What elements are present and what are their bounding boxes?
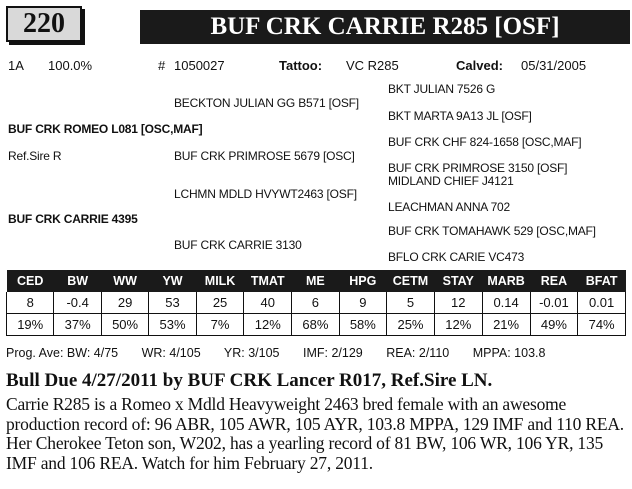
epd-value: 0.01 bbox=[578, 292, 626, 314]
pedigree-ssd: BKT MARTA 9A13 JL [OSF] bbox=[388, 109, 532, 123]
epd-header: STAY bbox=[434, 270, 482, 292]
percent: 100.0% bbox=[48, 58, 93, 73]
registration-number: 1050027 bbox=[174, 58, 225, 73]
epd-header: ME bbox=[292, 270, 339, 292]
epd-percentile: 49% bbox=[530, 314, 578, 336]
epd-table bbox=[6, 270, 626, 336]
pedigree-sds: BUF CRK CHF 824-1658 [OSC,MAF] bbox=[388, 135, 582, 149]
pedigree-ddd: BFLO CRK CARIE VC473 bbox=[388, 250, 525, 264]
epd-header-row bbox=[7, 270, 626, 292]
epd-header: HPG bbox=[339, 270, 386, 292]
epd-header: WW bbox=[101, 270, 148, 292]
tattoo-value: VC R285 bbox=[346, 58, 399, 73]
calved-label: Calved: bbox=[456, 58, 503, 73]
epd-value: 0.14 bbox=[482, 292, 530, 314]
epd-header: YW bbox=[149, 270, 196, 292]
epd-header: BFAT bbox=[578, 270, 626, 292]
epd-percentile: 53% bbox=[149, 314, 196, 336]
grade: 1A bbox=[8, 58, 24, 73]
epd-header: CETM bbox=[387, 270, 435, 292]
epd-percentile: 37% bbox=[54, 314, 101, 336]
pedigree-sire-sire: BECKTON JULIAN GG B571 [OSF] bbox=[174, 96, 359, 110]
epd-value: 9 bbox=[339, 292, 386, 314]
epd-value: 25 bbox=[196, 292, 244, 314]
pedigree-dsd: LEACHMAN ANNA 702 bbox=[388, 200, 510, 214]
pedigree-sdd: BUF CRK PRIMROSE 3150 [OSF] bbox=[388, 161, 568, 175]
pedigree-dds: BUF CRK TOMAHAWK 529 [OSC,MAF] bbox=[388, 224, 596, 238]
animal-name-title: BUF CRK CARRIE R285 [OSF] bbox=[140, 10, 630, 44]
progeny-wr: WR: 4/105 bbox=[141, 346, 201, 360]
pedigree-dam-sire: LCHMN MDLD HVYWT2463 [OSF] bbox=[174, 187, 357, 201]
epd-value: -0.4 bbox=[54, 292, 101, 314]
epd-header: CED bbox=[7, 270, 54, 292]
epd-header: TMAT bbox=[244, 270, 292, 292]
description-paragraph: Carrie R285 is a Romeo x Mdld Heavyweight 2463 bred female with an awesome production record of: 96 ABR, 105 AWR, 105 AYR, 103.8 MPPA, 129 IMF and 110 REA. Her Cherokee Teton son, W202, has a yearling record of 81 BW, 106 WR, 106 YR, 135 IMF and 106 REA. Watch for him February 27, 2011. bbox=[6, 394, 624, 473]
epd-value: 53 bbox=[149, 292, 196, 314]
epd-header: REA bbox=[530, 270, 578, 292]
epd-value: 40 bbox=[244, 292, 292, 314]
progeny-rea: REA: 2/110 bbox=[386, 346, 450, 360]
reg-label: # bbox=[158, 58, 166, 73]
epd-percentile: 74% bbox=[578, 314, 626, 336]
pedigree-dam-dam: BUF CRK CARRIE 3130 bbox=[174, 238, 302, 252]
epd-header: BW bbox=[54, 270, 101, 292]
epd-percentile: 68% bbox=[292, 314, 339, 336]
lot-number: 220 bbox=[6, 6, 82, 42]
pedigree-ref-sire: Ref.Sire R bbox=[8, 149, 62, 163]
calved-date: 05/31/2005 bbox=[521, 58, 587, 73]
epd-value: -0.01 bbox=[530, 292, 578, 314]
epd-value: 12 bbox=[434, 292, 482, 314]
tattoo-label: Tattoo: bbox=[279, 58, 323, 73]
epd-percentile: 12% bbox=[244, 314, 292, 336]
epd-percentile: 21% bbox=[482, 314, 530, 336]
pedigree-sire: BUF CRK ROMEO L081 [OSC,MAF] bbox=[8, 122, 203, 136]
epd-percentile: 58% bbox=[339, 314, 386, 336]
epd-value: 5 bbox=[387, 292, 435, 314]
epd-value: 8 bbox=[7, 292, 54, 314]
progeny-imf: IMF: 2/129 bbox=[302, 346, 363, 360]
epd-percentile: 19% bbox=[7, 314, 54, 336]
progeny-yr: YR: 3/105 bbox=[223, 346, 280, 360]
epd-percentile: 7% bbox=[196, 314, 244, 336]
progeny-averages bbox=[6, 346, 565, 360]
pedigree-dam: BUF CRK CARRIE 4395 bbox=[8, 212, 138, 226]
progeny-mppa: MPPA: 103.8 bbox=[472, 346, 546, 360]
epd-percentiles-row bbox=[7, 314, 626, 336]
epd-value: 29 bbox=[101, 292, 148, 314]
epd-header: MILK bbox=[196, 270, 244, 292]
progeny-bw: Prog. Ave: BW: 4/75 bbox=[6, 346, 119, 360]
epd-value: 6 bbox=[292, 292, 339, 314]
bull-due-heading: Bull Due 4/27/2011 by BUF CRK Lancer R017, Ref.Sire LN. bbox=[6, 370, 493, 391]
pedigree-dss: MIDLAND CHIEF J4121 bbox=[388, 174, 514, 188]
epd-header: MARB bbox=[482, 270, 530, 292]
pedigree-sss: BKT JULIAN 7526 G bbox=[388, 82, 496, 96]
epd-percentile: 12% bbox=[434, 314, 482, 336]
epd-percentile: 50% bbox=[101, 314, 148, 336]
pedigree-sire-dam: BUF CRK PRIMROSE 5679 [OSC] bbox=[174, 149, 355, 163]
epd-percentile: 25% bbox=[387, 314, 435, 336]
epd-values-row bbox=[7, 292, 626, 314]
